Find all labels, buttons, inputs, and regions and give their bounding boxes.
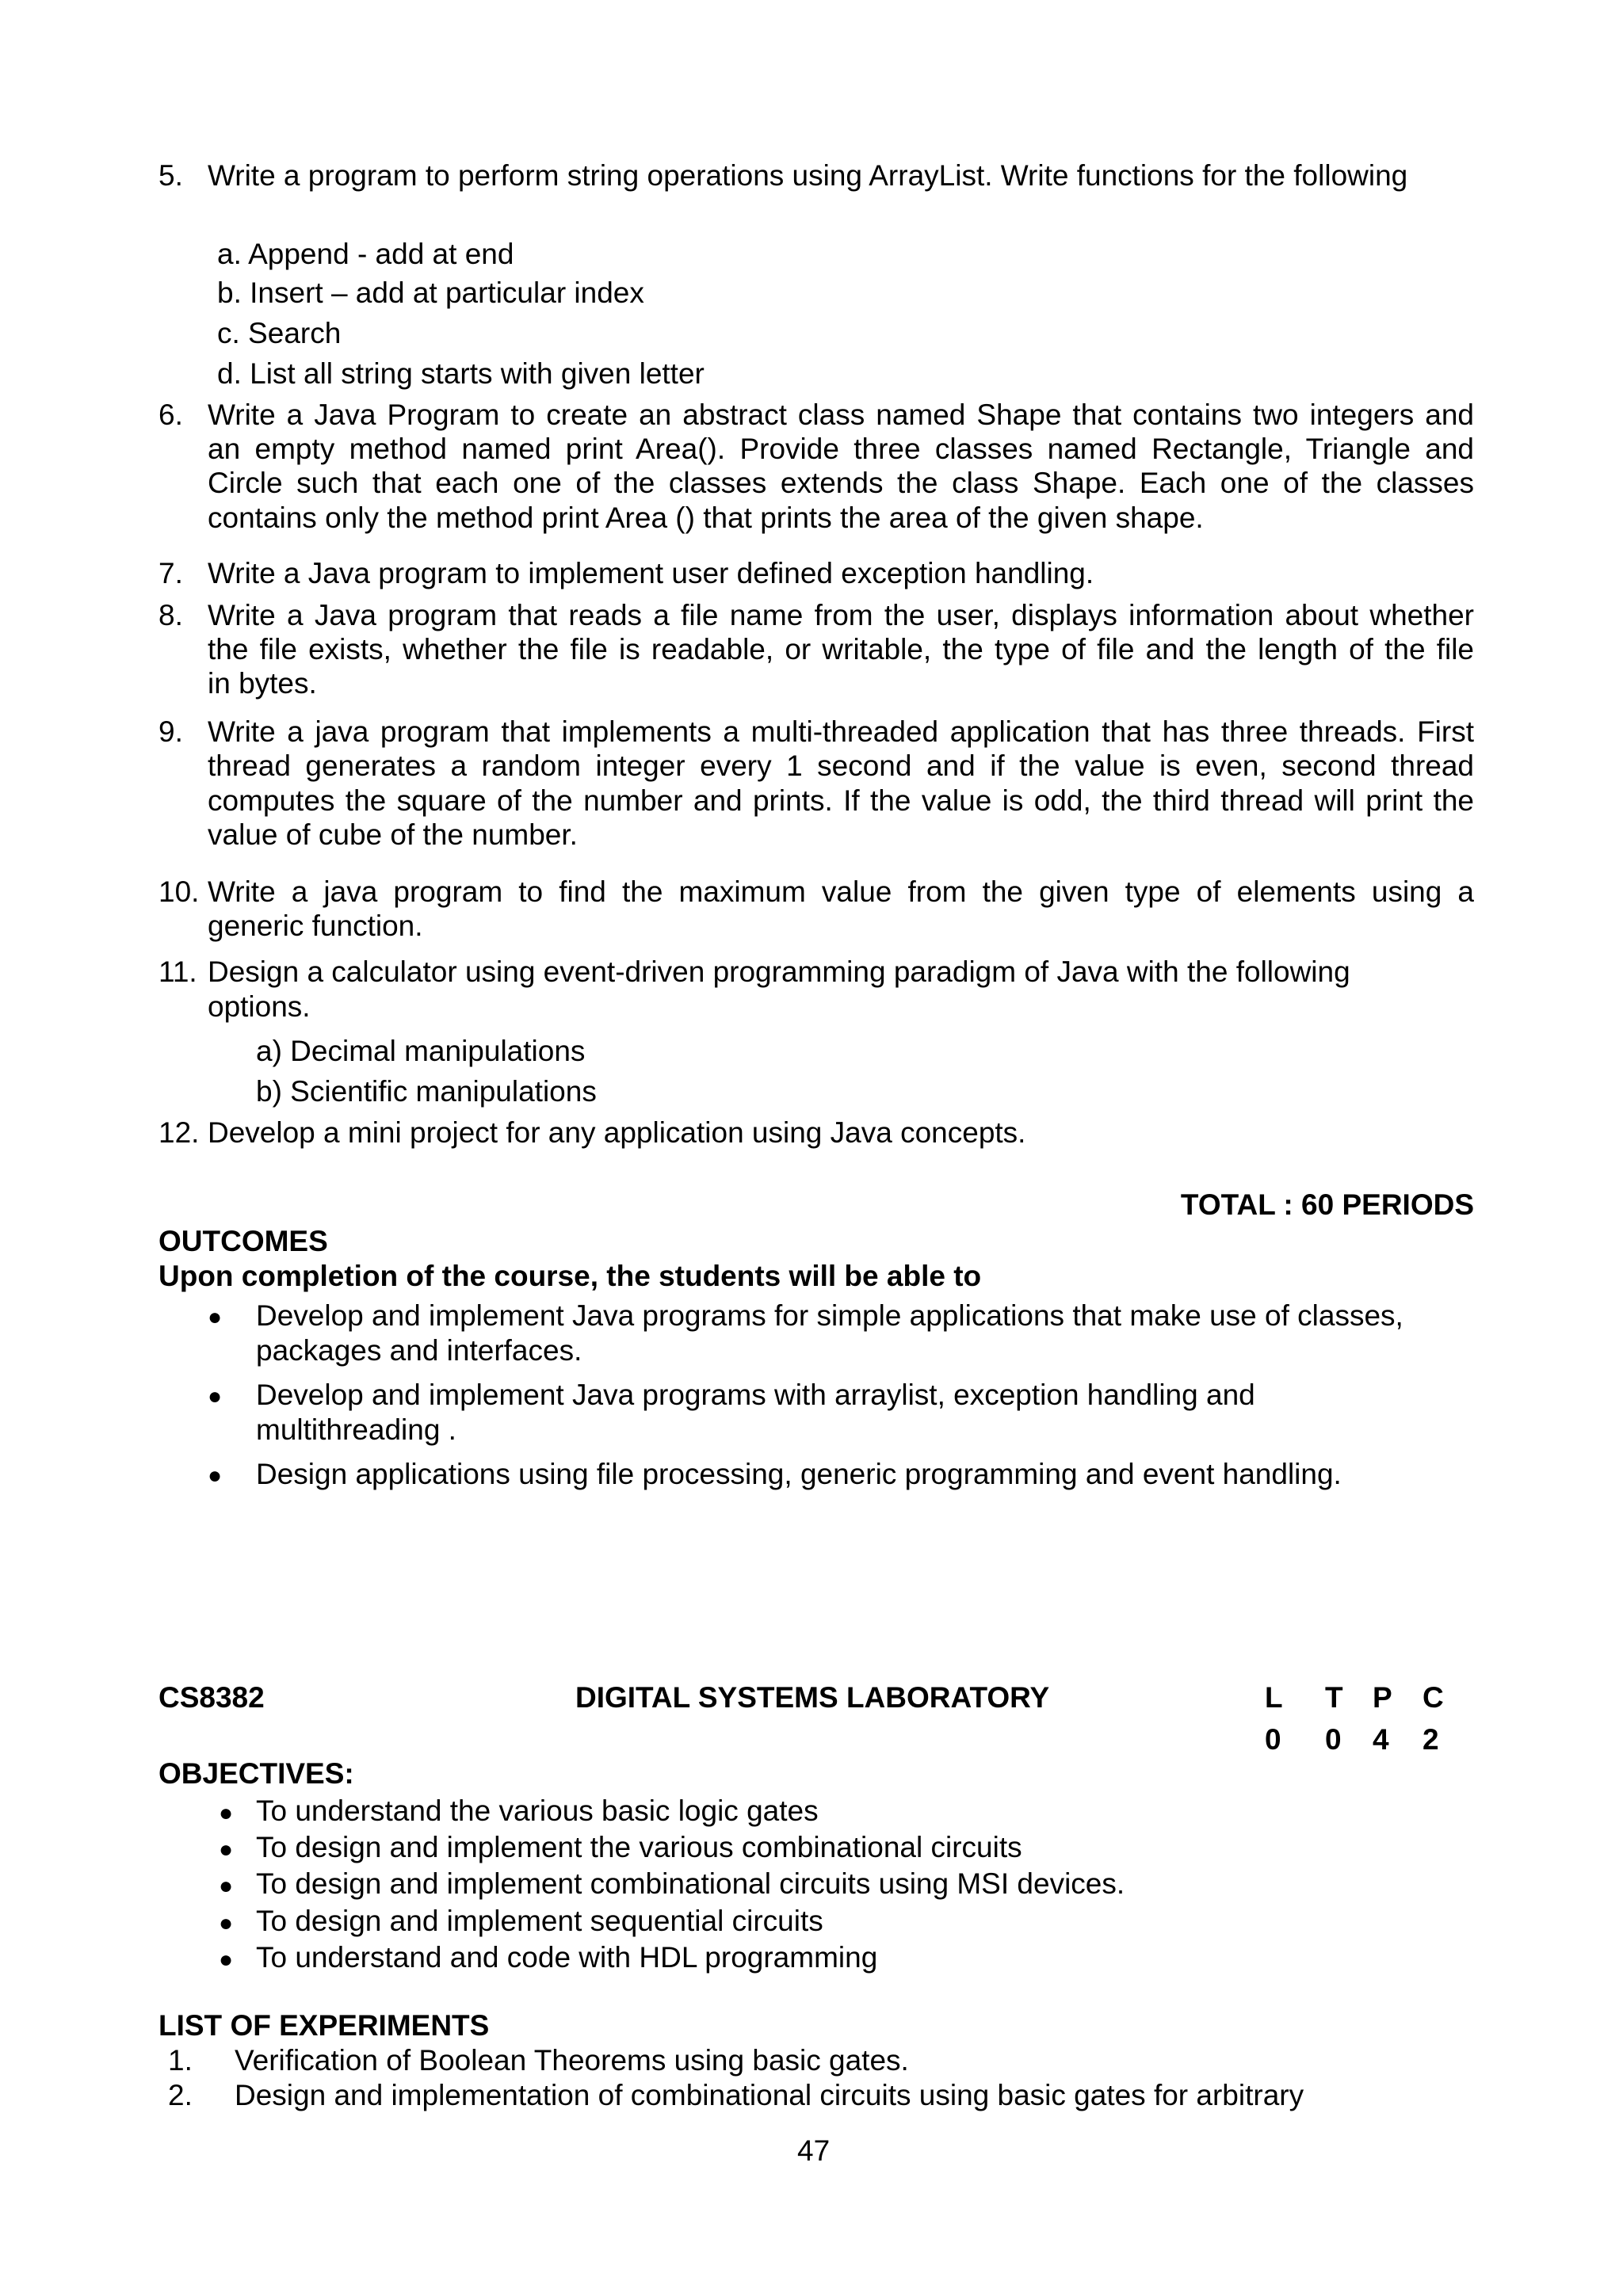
item-11-sub-b: b) Scientific manipulations — [256, 1075, 597, 1108]
ltpc-header-l: L — [1265, 1681, 1283, 1714]
ltpc-header-p: P — [1373, 1681, 1392, 1714]
outcomes-subheading: Upon completion of the course, the students will be able to — [158, 1260, 982, 1292]
outcome-3-bullet-icon: ● — [208, 1463, 223, 1489]
outcomes-heading: OUTCOMES — [158, 1225, 328, 1257]
objective-3-bullet-icon: ● — [219, 1873, 234, 1899]
item-6-line-1: Write a Java Program to create an abstract class named Shape that contains two integers and — [208, 399, 1474, 431]
item-9-line-4: value of cube of the number. — [208, 818, 578, 851]
item-10-line-2: generic function. — [208, 910, 423, 942]
page-number: 47 — [797, 2134, 831, 2167]
item-7-number: 7. — [158, 557, 183, 589]
item-5-sub-d: d. List all string starts with given letter — [217, 357, 705, 390]
item-10-line-1: Write a java program to find the maximum value from the given type of elements using a — [208, 875, 1474, 908]
ltpc-value-p: 4 — [1373, 1723, 1389, 1756]
experiment-2-text: Design and implementation of combinational circuits using basic gates for arbitrary — [235, 2079, 1304, 2111]
item-9-line-2: thread generates a random integer every 1 second and if the value is even, second thread — [208, 749, 1474, 782]
item-10-number: 10. — [158, 875, 200, 908]
item-9-line-3: computes the square of the number and prints. If the value is odd, the third thread will print the — [208, 784, 1474, 817]
outcome-1-line-2: packages and interfaces. — [256, 1334, 582, 1367]
item-5-sub-b: b. Insert – add at particular index — [217, 277, 644, 309]
objective-1-bullet-icon: ● — [219, 1800, 234, 1826]
outcome-1-line-1: Develop and implement Java programs for simple applications that make use of classes, — [256, 1299, 1403, 1332]
item-11-line-1: Design a calculator using event-driven programming paradigm of Java with the following — [208, 955, 1350, 988]
item-7-text: Write a Java program to implement user defined exception handling. — [208, 557, 1094, 589]
item-8-line-1: Write a Java program that reads a file name from the user, displays information about whether — [208, 599, 1474, 631]
objective-4: To design and implement sequential circuits — [256, 1905, 823, 1937]
experiment-1-text: Verification of Boolean Theorems using basic gates. — [235, 2044, 909, 2077]
experiments-heading: LIST OF EXPERIMENTS — [158, 2009, 490, 2042]
item-8-number: 8. — [158, 599, 183, 631]
item-5-text: Write a program to perform string operations using ArrayList. Write functions for the following — [208, 159, 1408, 192]
item-8-line-2: the file exists, whether the file is readable, or writable, the type of file and the length of the file — [208, 633, 1474, 666]
experiment-1-number: 1. — [168, 2044, 193, 2077]
ltpc-header-t: T — [1325, 1681, 1343, 1714]
item-6-number: 6. — [158, 399, 183, 431]
objective-5-bullet-icon: ● — [219, 1947, 234, 1973]
item-11-line-2: options. — [208, 990, 311, 1023]
outcome-2-line-2: multithreading . — [256, 1413, 456, 1446]
item-6-line-2: an empty method named print Area(). Provide three classes named Rectangle, Triangle and — [208, 433, 1474, 465]
item-12-number: 12. — [158, 1116, 200, 1149]
item-9-line-1: Write a java program that implements a multi-threaded application that has three threads. First — [208, 715, 1474, 748]
item-6-line-3: Circle such that each one of the classes extends the class Shape. Each one of the classes — [208, 467, 1474, 499]
item-11-sub-a: a) Decimal manipulations — [256, 1035, 586, 1067]
objective-2-bullet-icon: ● — [219, 1836, 234, 1863]
experiment-2-number: 2. — [168, 2079, 193, 2111]
ltpc-value-l: 0 — [1265, 1723, 1281, 1756]
outcome-2-bullet-icon: ● — [208, 1383, 223, 1409]
course-title: DIGITAL SYSTEMS LABORATORY — [575, 1681, 1050, 1714]
ltpc-header-c: C — [1423, 1681, 1444, 1714]
objectives-heading: OBJECTIVES: — [158, 1757, 354, 1790]
objective-2: To design and implement the various combinational circuits — [256, 1831, 1022, 1863]
outcome-3-line-1: Design applications using file processing, generic programming and event handling. — [256, 1458, 1342, 1490]
item-6-line-4: contains only the method print Area () that prints the area of the given shape. — [208, 502, 1204, 534]
item-11-number: 11. — [158, 955, 197, 988]
item-8-line-3: in bytes. — [208, 667, 317, 700]
item-5-sub-c: c. Search — [217, 317, 342, 349]
objective-4-bullet-icon: ● — [219, 1910, 234, 1936]
outcome-1-bullet-icon: ● — [208, 1304, 223, 1330]
outcome-2-line-1: Develop and implement Java programs with arraylist, exception handling and — [256, 1379, 1255, 1411]
item-9-number: 9. — [158, 715, 183, 748]
item-5-sub-a: a. Append - add at end — [217, 238, 514, 270]
item-5-number: 5. — [158, 159, 183, 192]
total-periods: TOTAL : 60 PERIODS — [1180, 1188, 1474, 1221]
objective-3: To design and implement combinational circuits using MSI devices. — [256, 1867, 1125, 1900]
objective-5: To understand and code with HDL programming — [256, 1941, 878, 1974]
item-12-text: Develop a mini project for any application using Java concepts. — [208, 1116, 1026, 1149]
ltpc-value-c: 2 — [1423, 1723, 1439, 1756]
ltpc-value-t: 0 — [1325, 1723, 1342, 1756]
objective-1: To understand the various basic logic gates — [256, 1794, 819, 1827]
course-code: CS8382 — [158, 1681, 265, 1714]
